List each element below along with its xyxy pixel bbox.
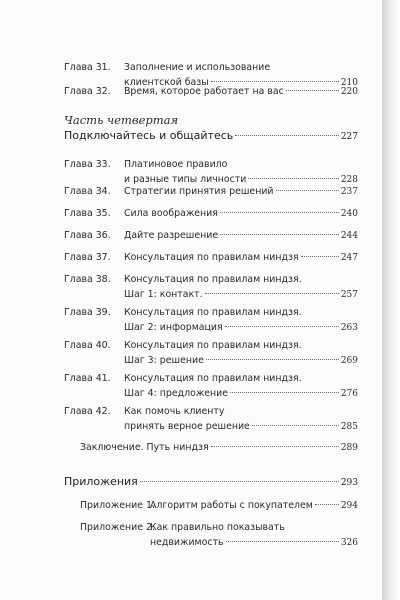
toc-entry-number: Глава 40. bbox=[64, 340, 111, 351]
toc-entry-number: Глава 37. bbox=[64, 252, 111, 263]
page-number: 294 bbox=[340, 501, 358, 511]
dot-leader bbox=[230, 392, 339, 393]
dot-leader bbox=[220, 212, 339, 213]
dot-leader bbox=[206, 359, 339, 360]
toc-entry-title: и разные типы личности bbox=[124, 174, 247, 185]
dot-leader bbox=[226, 541, 339, 542]
dot-leader bbox=[205, 293, 339, 294]
toc-entry-number: Глава 35. bbox=[64, 208, 111, 219]
toc-entry-number: Глава 41. bbox=[64, 373, 111, 384]
toc-entry-title: принять верное решение bbox=[124, 421, 250, 432]
toc-entry bbox=[64, 371, 358, 401]
page-number: 276 bbox=[340, 389, 358, 399]
toc-entry bbox=[64, 157, 358, 187]
toc-entry-number: Глава 33. bbox=[64, 159, 111, 170]
toc-entry-title: Как правильно показывать bbox=[150, 522, 285, 533]
toc-entry-line bbox=[64, 386, 358, 401]
toc-entry-title: Консультация по правилам ниндзя. bbox=[124, 307, 302, 318]
toc-entry-title: Шаг 4: предложение bbox=[124, 388, 229, 399]
toc-entry-title: Алгоритм работы с покупателем bbox=[150, 500, 313, 511]
dot-leader bbox=[286, 90, 339, 91]
page-number: 210 bbox=[340, 78, 358, 88]
toc-entry-leader bbox=[124, 287, 358, 303]
dot-leader bbox=[235, 135, 339, 136]
toc-entry-number: Глава 38. bbox=[64, 274, 111, 285]
toc-entry bbox=[64, 250, 358, 265]
dot-leader bbox=[220, 234, 339, 235]
toc-entry-number: Глава 31. bbox=[64, 62, 111, 73]
toc-entry-title: Консультация по правилам ниндзя. bbox=[124, 340, 302, 351]
page-number: 220 bbox=[340, 87, 358, 97]
toc-entry-leader bbox=[150, 498, 358, 514]
toc-entry-title: Консультация по правилам ниндзя. bbox=[124, 373, 302, 384]
toc-entry-number: Глава 36. bbox=[64, 230, 111, 241]
toc-entry-line bbox=[64, 287, 358, 302]
toc-entry bbox=[80, 498, 358, 513]
toc-entry-leader bbox=[124, 184, 358, 200]
toc-entry bbox=[64, 206, 358, 221]
toc-entry-leader bbox=[124, 419, 358, 435]
toc-entry-leader bbox=[124, 353, 358, 369]
toc-entry-title: Консультация по правилам ниндзя bbox=[124, 252, 299, 263]
toc-entry-leader bbox=[124, 320, 358, 336]
toc-entry-title: Заключение. Путь ниндзя bbox=[80, 442, 209, 453]
toc-entry-title: Сила воображения bbox=[124, 208, 218, 219]
section-heading bbox=[64, 474, 358, 491]
toc-entry bbox=[64, 228, 358, 243]
toc-entry bbox=[64, 84, 358, 99]
toc-entry-line bbox=[64, 371, 358, 386]
toc-entry-number: Глава 42. bbox=[64, 406, 111, 417]
toc-entry-line bbox=[64, 320, 358, 335]
toc-entry-leader bbox=[150, 535, 358, 551]
toc-entry-line bbox=[64, 184, 358, 199]
toc-entry-number: Глава 32. bbox=[64, 86, 111, 97]
section-heading bbox=[64, 128, 358, 145]
dot-leader bbox=[140, 481, 339, 482]
dot-leader bbox=[276, 190, 339, 191]
page-number: 257 bbox=[340, 290, 358, 300]
dot-leader bbox=[211, 446, 339, 447]
toc-entry bbox=[64, 272, 358, 302]
toc-entry-number: Глава 39. bbox=[64, 307, 111, 318]
toc-entry-number: Глава 34. bbox=[64, 186, 111, 197]
toc-entry-line bbox=[64, 84, 358, 99]
section-title: Приложения bbox=[64, 475, 138, 488]
toc-entry-leader bbox=[124, 84, 358, 100]
dot-leader bbox=[248, 178, 339, 179]
section-title: Подключайтесь и общайтесь bbox=[64, 129, 234, 142]
page-number: 247 bbox=[340, 253, 358, 263]
toc-entry-line bbox=[64, 338, 358, 353]
toc-entry-title: Шаг 2: информация bbox=[124, 322, 223, 333]
toc-entry-line bbox=[64, 60, 358, 75]
toc-entry-title: Консультация по правилам ниндзя. bbox=[124, 274, 302, 285]
dot-leader bbox=[315, 504, 339, 505]
page-number: 285 bbox=[340, 422, 358, 432]
toc-entry-title: Платиновое правило bbox=[124, 159, 228, 170]
toc-entry-title: Шаг 3: решение bbox=[124, 355, 204, 366]
dot-leader bbox=[225, 326, 339, 327]
toc-entry-leader bbox=[124, 386, 358, 402]
toc-entry bbox=[64, 184, 358, 199]
toc-entry-number: Приложение 2. bbox=[80, 522, 155, 533]
toc-entry-line bbox=[64, 228, 358, 243]
toc-entry bbox=[64, 338, 358, 368]
toc-entry-title: Время, которое работает на вас bbox=[124, 86, 284, 97]
toc-entry-leader bbox=[124, 250, 358, 266]
toc-entry-conclusion bbox=[80, 440, 358, 456]
toc-entry-line bbox=[64, 157, 358, 172]
page-number: 326 bbox=[340, 538, 358, 548]
toc-entry-leader bbox=[124, 206, 358, 222]
toc-entry-title: Дайте разрешение bbox=[124, 230, 219, 241]
toc-entry-line bbox=[64, 419, 358, 434]
page-number: 293 bbox=[340, 478, 358, 488]
page-number: 237 bbox=[340, 187, 358, 197]
toc-entry-line bbox=[64, 353, 358, 368]
toc-entry-title: Как помочь клиенту bbox=[124, 406, 225, 417]
page-number: 269 bbox=[340, 356, 358, 366]
toc-entry-title: Стратегии принятия решений bbox=[124, 186, 274, 197]
toc-entry bbox=[64, 305, 358, 335]
toc-entry-title: Заполнение и использование bbox=[124, 62, 271, 73]
toc-entry bbox=[80, 520, 358, 550]
page-edge-shadow bbox=[382, 0, 400, 600]
page-number: 289 bbox=[340, 443, 358, 453]
toc-entry-line bbox=[80, 535, 358, 550]
toc-entry-leader bbox=[124, 228, 358, 244]
toc-entry-line bbox=[80, 498, 358, 513]
toc-entry-line bbox=[64, 206, 358, 221]
page-number: 244 bbox=[340, 231, 358, 241]
page-number: 227 bbox=[340, 132, 358, 142]
dot-leader bbox=[211, 81, 339, 82]
toc-entry-line bbox=[64, 404, 358, 419]
toc-entry-line bbox=[64, 272, 358, 287]
toc-entry-line bbox=[80, 520, 358, 535]
page-number: 263 bbox=[340, 323, 358, 333]
toc-entry-title: клиентской базы bbox=[124, 77, 209, 88]
dot-leader bbox=[301, 256, 339, 257]
part-label: Часть четвертая bbox=[64, 113, 179, 127]
toc-entry-line bbox=[64, 250, 358, 265]
toc-entry bbox=[64, 404, 358, 434]
toc-entry-line bbox=[64, 305, 358, 320]
toc-entry-title: недвижимость bbox=[150, 537, 224, 548]
page-number: 240 bbox=[340, 209, 358, 219]
toc-entry-title: Шаг 1: контакт. bbox=[124, 289, 203, 300]
toc-entry-number: Приложение 1. bbox=[80, 500, 155, 511]
dot-leader bbox=[252, 425, 339, 426]
page-number: 228 bbox=[340, 175, 358, 185]
